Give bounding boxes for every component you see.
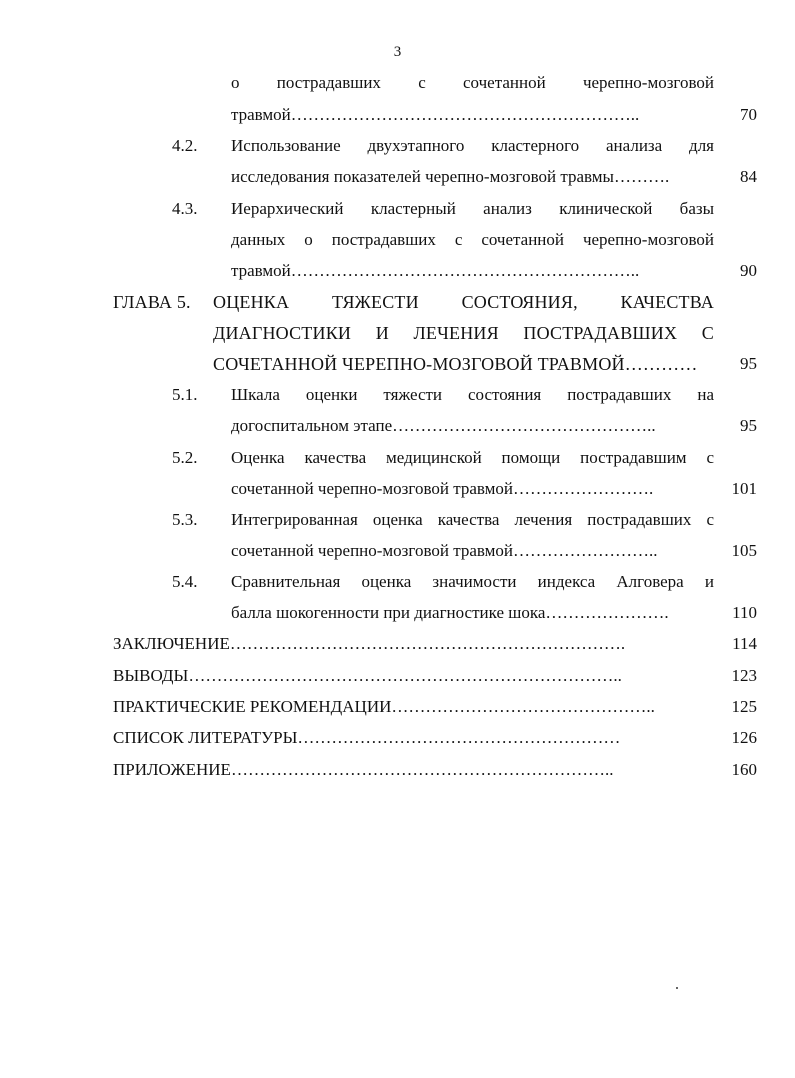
toc-page-number: 123 bbox=[731, 666, 757, 685]
toc-entry-text-line: Оценка качества медицинской помощи пострадавшим с bbox=[231, 448, 714, 467]
toc-page-number: 101 bbox=[731, 479, 757, 498]
toc-conclusion: ЗАКЛЮЧЕНИЕ……………………………………………………………. bbox=[113, 634, 626, 653]
toc-entry-text-line: сочетанной черепно-мозговой травмой……………………. bbox=[231, 479, 654, 498]
toc-chapter-title-line: ДИАГНОСТИКИ И ЛЕЧЕНИЯ ПОСТРАДАВШИХ С bbox=[213, 323, 714, 343]
toc-findings: ВЫВОДЫ………………………………………………………………….. bbox=[113, 666, 622, 685]
toc-appendix: ПРИЛОЖЕНИЕ………………………………………………………….. bbox=[113, 760, 614, 779]
toc-entry-text-line: исследования показателей черепно-мозговой травмы………. bbox=[231, 167, 670, 186]
toc-page-number: 125 bbox=[731, 697, 757, 716]
toc-recommendations: ПРАКТИЧЕСКИЕ РЕКОМЕНДАЦИИ……………………………………….. bbox=[113, 697, 655, 716]
toc-page-number: 110 bbox=[732, 603, 757, 622]
toc-section-number: 5.2. bbox=[172, 448, 198, 467]
toc-page-number: 95 bbox=[740, 416, 757, 435]
toc-section-number: 5.1. bbox=[172, 385, 198, 404]
toc-entry-text-line: сочетанной черепно-мозговой травмой…………………….. bbox=[231, 541, 658, 560]
toc-page-number: 90 bbox=[740, 261, 757, 280]
toc-entry-text-line: Иерархический кластерный анализ клинической базы bbox=[231, 199, 714, 218]
toc-entry-text-line: Интегрированная оценка качества лечения пострадавших с bbox=[231, 510, 714, 529]
toc-entry-text-line: Сравнительная оценка значимости индекса Алговера и bbox=[231, 572, 714, 591]
toc-section-number: 4.2. bbox=[172, 136, 198, 155]
toc-page-number: 114 bbox=[732, 634, 757, 653]
toc-entry-text-line: догоспитальном этапе……………………………………….. bbox=[231, 416, 656, 435]
toc-entry-text-line: Шкала оценки тяжести состояния пострадавших на bbox=[231, 385, 714, 404]
toc-chapter-title-line: ОЦЕНКА ТЯЖЕСТИ СОСТОЯНИЯ, КАЧЕСТВА bbox=[213, 292, 714, 312]
toc-entry-text-line: травмой…………………………………………………….. bbox=[231, 105, 640, 124]
toc-entry-text-line: Использование двухэтапного кластерного анализа для bbox=[231, 136, 714, 155]
toc-page-number: 70 bbox=[740, 105, 757, 124]
toc-page-number: 105 bbox=[731, 541, 757, 560]
toc-section-number: 5.3. bbox=[172, 510, 198, 529]
toc-section-number: 4.3. bbox=[172, 199, 198, 218]
toc-page-number: 95 bbox=[740, 354, 757, 373]
toc-page-number: 126 bbox=[731, 728, 757, 747]
toc-entry-text-line: данных о пострадавших с сочетанной черепно-мозговой bbox=[231, 230, 714, 249]
toc-entry-text-line: балла шокогенности при диагностике шока…………………. bbox=[231, 603, 669, 622]
toc-entry-text-line: о пострадавших с сочетанной черепно-мозговой bbox=[231, 73, 714, 92]
toc-entry-text-line: травмой…………………………………………………….. bbox=[231, 261, 640, 280]
toc-references: СПИСОК ЛИТЕРАТУРЫ………………………………………………… bbox=[113, 728, 621, 747]
toc-page-number: 160 bbox=[731, 760, 757, 779]
toc-chapter-title-line: СОЧЕТАННОЙ ЧЕРЕПНО-МОЗГОВОЙ ТРАВМОЙ………… bbox=[213, 354, 698, 374]
toc-section-number: 5.4. bbox=[172, 572, 198, 591]
page-number: 3 bbox=[393, 44, 402, 60]
scan-speck bbox=[676, 987, 678, 989]
toc-chapter-number: ГЛАВА 5. bbox=[113, 292, 191, 312]
toc-page-number: 84 bbox=[740, 167, 757, 186]
